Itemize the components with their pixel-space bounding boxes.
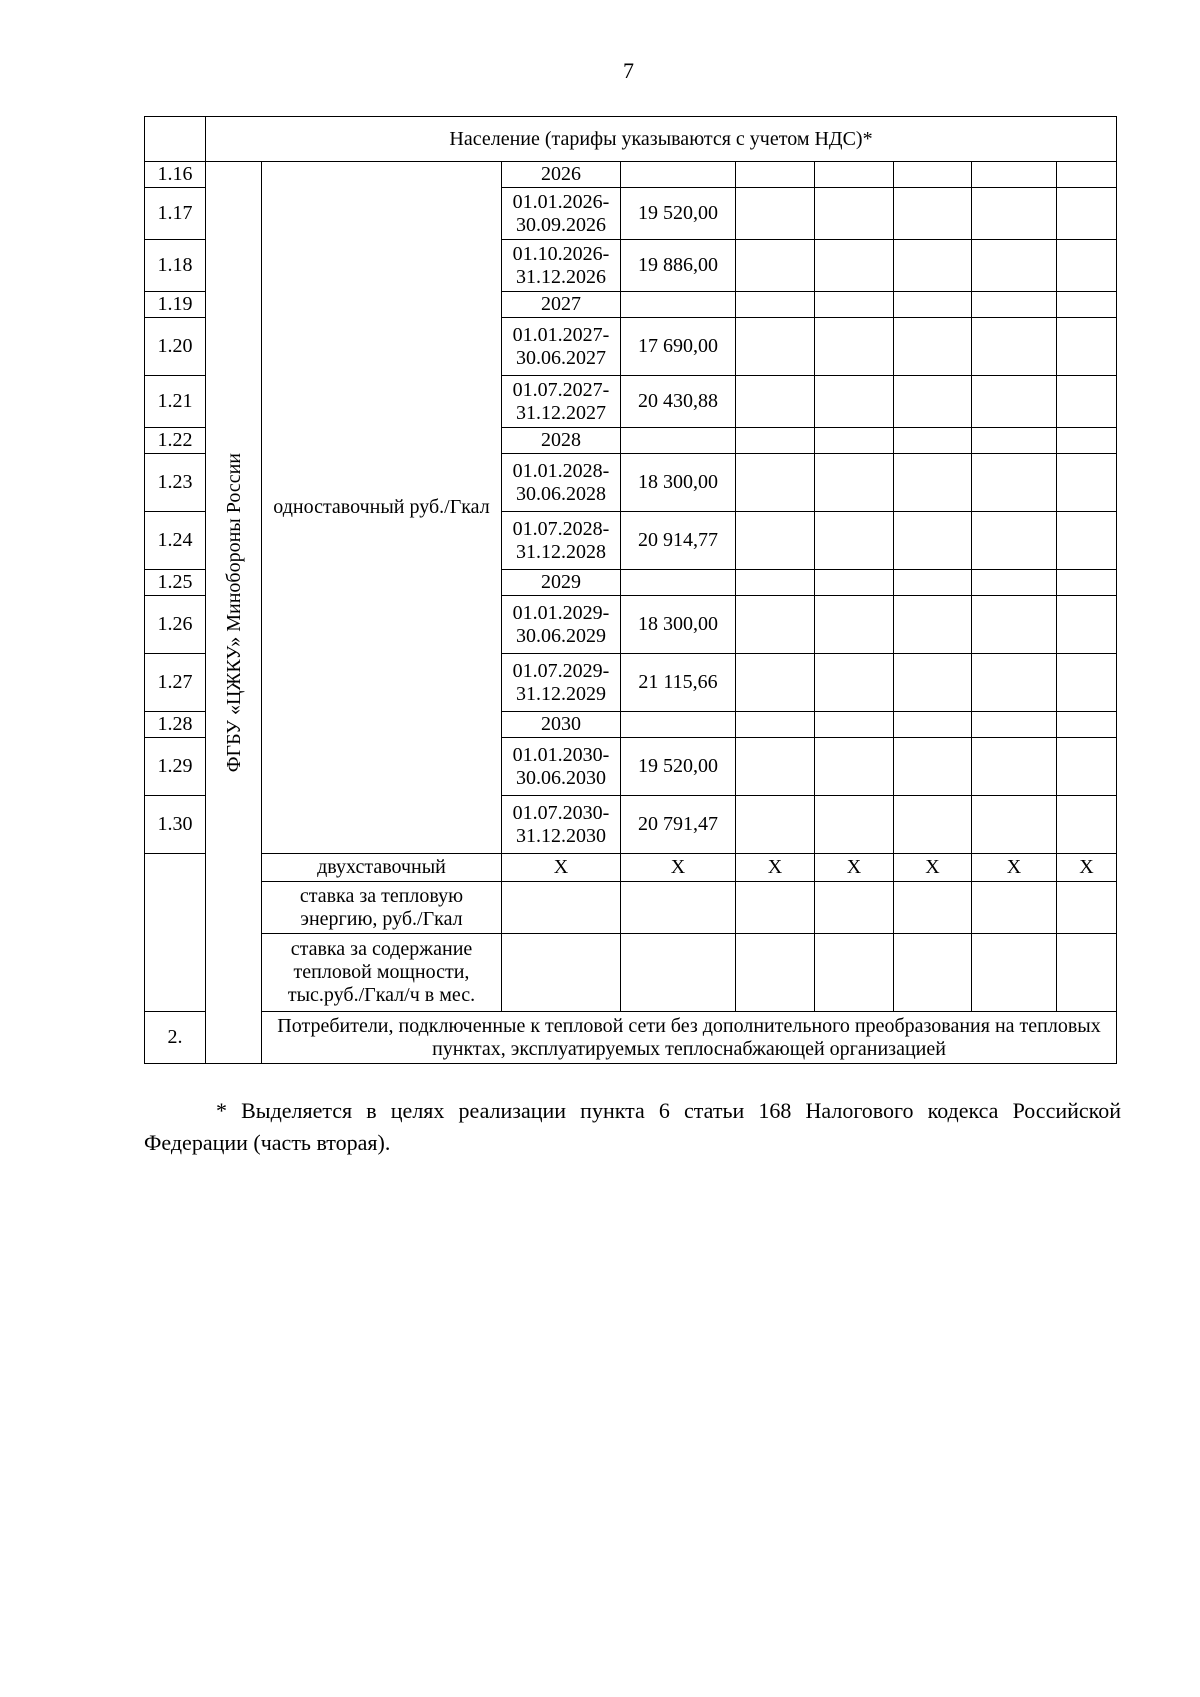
organization-cell	[206, 162, 262, 1064]
tariff-period: 01.07.2028-31.12.2028	[502, 512, 621, 570]
section-header-row	[145, 117, 1117, 162]
empty-cell	[1057, 882, 1117, 934]
empty-cell	[972, 512, 1057, 570]
tariff-value: 20 430,88	[621, 376, 736, 428]
tariff-value: 18 300,00	[621, 596, 736, 654]
empty-cell	[1057, 428, 1117, 454]
empty-cell	[815, 796, 894, 854]
empty-cell	[815, 454, 894, 512]
empty-cell	[736, 318, 815, 376]
row-number: 1.27	[145, 654, 206, 712]
empty-cell	[1057, 318, 1117, 376]
empty-cell	[736, 654, 815, 712]
heat-energy-rate-row	[145, 882, 1117, 934]
empty-cell	[736, 934, 815, 1012]
tariff-period: 2028	[502, 428, 621, 454]
empty-cell	[894, 934, 972, 1012]
empty-cell	[894, 738, 972, 796]
empty-cell	[815, 882, 894, 934]
empty-cell	[972, 454, 1057, 512]
tariff-period: 01.01.2030-30.06.2030	[502, 738, 621, 796]
two-rate-row	[145, 854, 1117, 882]
tariff-period: 01.01.2026-30.09.2026	[502, 188, 621, 240]
empty-cell	[736, 712, 815, 738]
empty-cell	[815, 162, 894, 188]
empty-cell	[736, 240, 815, 292]
empty-cell	[736, 292, 815, 318]
empty-cell	[145, 854, 206, 1012]
tariff-value	[621, 570, 736, 596]
tariff-period: 01.10.2026-31.12.2026	[502, 240, 621, 292]
tariff-value	[621, 292, 736, 318]
empty-cell	[972, 796, 1057, 854]
empty-cell	[1057, 712, 1117, 738]
empty-cell	[1057, 454, 1117, 512]
tariff-period: 2026	[502, 162, 621, 188]
empty-cell	[736, 738, 815, 796]
empty-cell	[1057, 376, 1117, 428]
empty-cell	[736, 882, 815, 934]
empty-cell	[972, 188, 1057, 240]
empty-cell	[972, 428, 1057, 454]
empty-cell	[1057, 512, 1117, 570]
empty-cell	[972, 882, 1057, 934]
empty-cell	[894, 292, 972, 318]
tariff-value	[621, 428, 736, 454]
heat-energy-rate-label: ставка за тепловую энергию, руб./Гкал	[262, 882, 502, 934]
empty-cell	[815, 188, 894, 240]
row-number: 1.17	[145, 188, 206, 240]
row-number: 1.26	[145, 596, 206, 654]
empty-cell	[145, 117, 206, 162]
two-rate-label: двухставочный	[262, 854, 502, 882]
empty-cell	[736, 428, 815, 454]
empty-cell	[736, 570, 815, 596]
section-header: Население (тарифы указываются с учетом НДС)*	[206, 117, 1117, 162]
row-number: 1.21	[145, 376, 206, 428]
empty-cell	[972, 292, 1057, 318]
empty-cell	[894, 570, 972, 596]
capacity-rate-label: ставка за содержание тепловой мощности, тыс.руб./Гкал/ч в мес.	[262, 934, 502, 1012]
empty-cell	[736, 454, 815, 512]
row-number: 1.23	[145, 454, 206, 512]
empty-cell	[972, 934, 1057, 1012]
empty-cell	[815, 376, 894, 428]
empty-cell	[972, 240, 1057, 292]
capacity-rate-row	[145, 934, 1117, 1012]
empty-cell	[815, 654, 894, 712]
empty-cell	[894, 318, 972, 376]
not-applicable-mark: X	[1057, 854, 1117, 882]
not-applicable-mark: X	[815, 854, 894, 882]
empty-cell	[736, 796, 815, 854]
empty-cell	[972, 738, 1057, 796]
tariff-value: 19 520,00	[621, 738, 736, 796]
empty-cell	[1057, 292, 1117, 318]
empty-cell	[736, 188, 815, 240]
tariff-period: 01.01.2027-30.06.2027	[502, 318, 621, 376]
empty-cell	[894, 512, 972, 570]
empty-cell	[894, 796, 972, 854]
tariff-table	[144, 116, 1117, 1064]
empty-cell	[894, 162, 972, 188]
not-applicable-mark: X	[621, 854, 736, 882]
section-2-text: Потребители, подключенные к тепловой сети без дополнительного преобразования на тепловых пунктах, эксплуатируемых теплоснабжающей организацией	[262, 1012, 1117, 1064]
not-applicable-mark: X	[894, 854, 972, 882]
row-number: 1.22	[145, 428, 206, 454]
empty-cell	[1057, 162, 1117, 188]
tariff-value	[621, 162, 736, 188]
empty-cell	[894, 712, 972, 738]
empty-cell	[894, 596, 972, 654]
empty-cell	[1057, 654, 1117, 712]
tariff-value: 20 791,47	[621, 796, 736, 854]
empty-cell	[815, 240, 894, 292]
row-number: 1.28	[145, 712, 206, 738]
tariff-period: 01.01.2029-30.06.2029	[502, 596, 621, 654]
tariff-value: 19 886,00	[621, 240, 736, 292]
not-applicable-mark: X	[736, 854, 815, 882]
empty-cell	[1057, 738, 1117, 796]
empty-cell	[1057, 570, 1117, 596]
tariff-value: 19 520,00	[621, 188, 736, 240]
organization-name: ФГБУ «ЦЖКУ» Минобороны России	[222, 452, 245, 773]
section-2-row	[145, 1012, 1117, 1064]
row-number: 1.16	[145, 162, 206, 188]
empty-cell	[894, 654, 972, 712]
tariff-period: 2030	[502, 712, 621, 738]
tariff-value: 20 914,77	[621, 512, 736, 570]
tariff-value: 17 690,00	[621, 318, 736, 376]
empty-cell	[894, 188, 972, 240]
page-number: 7	[623, 58, 634, 83]
empty-cell	[815, 292, 894, 318]
tariff-period: 2027	[502, 292, 621, 318]
tariff-period: 01.01.2028-30.06.2028	[502, 454, 621, 512]
empty-cell	[972, 570, 1057, 596]
tariff-period: 01.07.2030-31.12.2030	[502, 796, 621, 854]
not-applicable-mark: X	[502, 854, 621, 882]
empty-cell	[894, 882, 972, 934]
tariff-value: 18 300,00	[621, 454, 736, 512]
not-applicable-mark: X	[972, 854, 1057, 882]
empty-cell	[815, 738, 894, 796]
empty-cell	[972, 318, 1057, 376]
tariff-value	[621, 712, 736, 738]
empty-cell	[736, 512, 815, 570]
empty-cell	[815, 428, 894, 454]
empty-cell	[815, 570, 894, 596]
empty-cell	[1057, 240, 1117, 292]
empty-cell	[1057, 796, 1117, 854]
empty-cell	[621, 882, 736, 934]
empty-cell	[736, 162, 815, 188]
empty-cell	[972, 376, 1057, 428]
empty-cell	[815, 934, 894, 1012]
table-row	[145, 162, 1117, 188]
empty-cell	[972, 654, 1057, 712]
row-number: 1.20	[145, 318, 206, 376]
tariff-period: 01.07.2027-31.12.2027	[502, 376, 621, 428]
footnote: * Выделяется в целях реализации пункта 6 статьи 168 Налогового кодекса Российской Федерации (часть вторая).	[144, 1098, 1121, 1155]
empty-cell	[815, 712, 894, 738]
empty-cell	[815, 596, 894, 654]
row-number: 1.30	[145, 796, 206, 854]
empty-cell	[894, 240, 972, 292]
row-number: 1.18	[145, 240, 206, 292]
empty-cell	[502, 934, 621, 1012]
tariff-period: 2029	[502, 570, 621, 596]
empty-cell	[621, 934, 736, 1012]
empty-cell	[972, 162, 1057, 188]
empty-cell	[894, 428, 972, 454]
single-rate-label: одноставочный руб./Гкал	[262, 162, 502, 854]
tariff-value: 21 115,66	[621, 654, 736, 712]
empty-cell	[1057, 934, 1117, 1012]
row-number: 1.19	[145, 292, 206, 318]
row-number: 1.29	[145, 738, 206, 796]
empty-cell	[1057, 596, 1117, 654]
empty-cell	[815, 512, 894, 570]
empty-cell	[972, 712, 1057, 738]
empty-cell	[894, 454, 972, 512]
empty-cell	[972, 596, 1057, 654]
tariff-period: 01.07.2029-31.12.2029	[502, 654, 621, 712]
empty-cell	[894, 376, 972, 428]
empty-cell	[736, 376, 815, 428]
empty-cell	[1057, 188, 1117, 240]
row-number: 1.25	[145, 570, 206, 596]
empty-cell	[502, 882, 621, 934]
row-number: 1.24	[145, 512, 206, 570]
empty-cell	[736, 596, 815, 654]
empty-cell	[815, 318, 894, 376]
row-number: 2.	[145, 1012, 206, 1064]
